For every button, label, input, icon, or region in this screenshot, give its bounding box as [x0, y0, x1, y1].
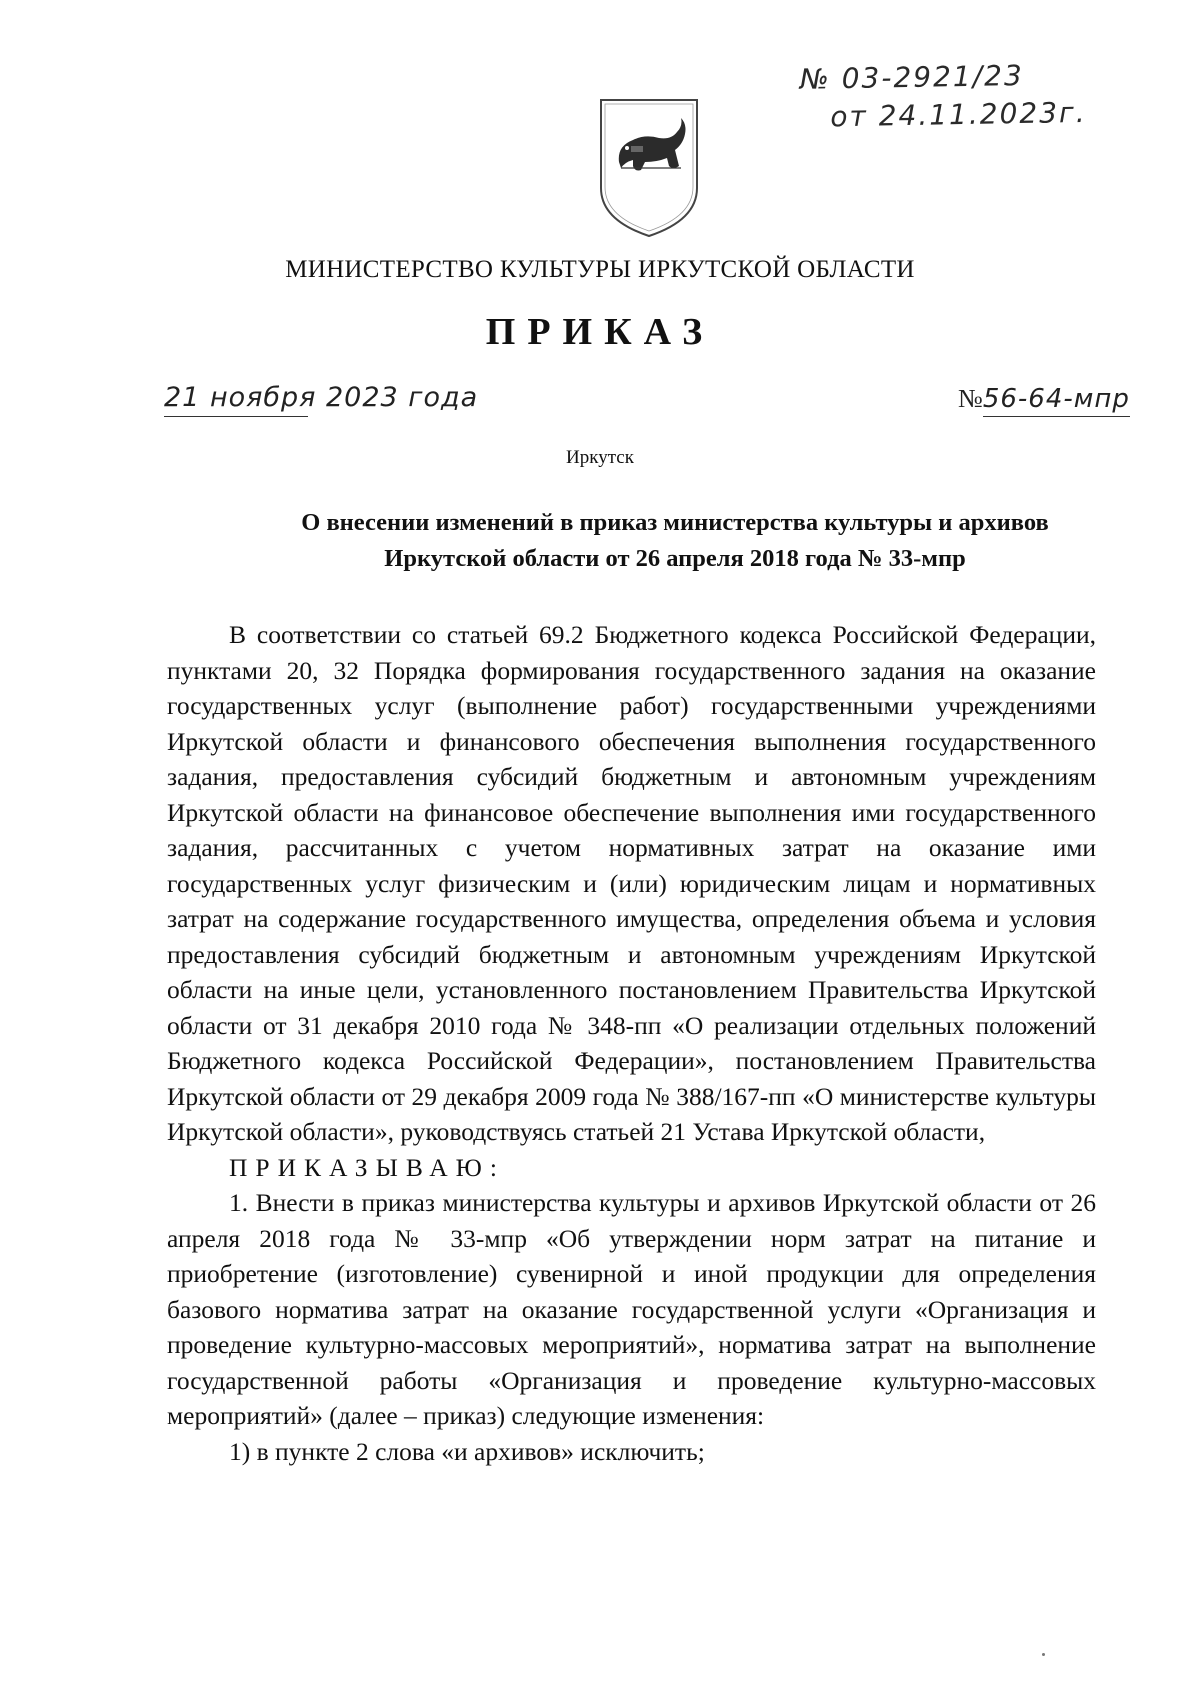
ministry-name: МИНИСТЕРСТВО КУЛЬТУРЫ ИРКУТСКОЙ ОБЛАСТИ [285, 256, 915, 283]
order-word: ПРИКАЗЫВАЮ: [229, 1152, 505, 1182]
document-type: ПРИКАЗ [485, 311, 715, 353]
registration-number: № 03-2921/23 [799, 58, 1025, 96]
irkutsk-coat-of-arms-icon [597, 96, 701, 240]
order-number-handwritten: 56-64-мпр [983, 384, 1130, 417]
order-number [958, 384, 1130, 414]
registration-date: от 24.11.2023г. [830, 95, 1087, 134]
title-line-1: О внесении изменений в приказ министерства культуры и архивов [301, 509, 1049, 536]
document-title [240, 505, 1110, 577]
order-number-prefix: № [958, 384, 983, 413]
order-date-handwritten: 21 ноября 2023 года [164, 382, 479, 413]
title-line-2: Иркутской области от 26 апреля 2018 года № 33-мпр [384, 545, 966, 572]
scan-speck [1042, 1653, 1045, 1656]
handwritten-registration-note [799, 55, 1130, 137]
preamble-paragraph: В соответствии со статьей 69.2 Бюджетного кодекса Российской Федерации, пунктами 20, 32 Порядка формирования государственного задания на оказание государственных услуг (выполнение работ) государственными учреждениями Иркутской области и финансового обеспечения выполнения государственного задания, предоставления субсидий бюджетным и автономным учреждениям Иркутской области на финансовое обеспечение выполнения ими государственного задания, рассчитанных с учетом нормативных затрат на оказание ими государственных услуг физическим и (или) юридическим лицам и нормативных затрат на содержание государственного имущества, определения объема и условия предоставления субсидий бюджетным и автономным учреждениям Иркутской области на иные цели, установленного постановлением Правительства Иркутской области от 31 декабря 2010 года № 348-пп «О реализации отдельных положений Бюджетного кодекса Российской Федерации», постановлением Правительства Иркутской области от 29 декабря 2009 года № 388/167-пп «О министерстве культуры Иркутской области», руководствуясь статьей 21 Устава Иркутской области, [167, 620, 1096, 1146]
item-1-subitem-1: 1) в пункте 2 слова «и архивов» исключить; [229, 1436, 705, 1466]
city: Иркутск [566, 447, 634, 468]
document-body [167, 617, 1096, 1469]
item-1-paragraph: 1. Внести в приказ министерства культуры и архивов Иркутской области от 26 апреля 2018 года № 33-мпр «Об утверждении норм затрат на питание и приобретение (изготовление) сувенирной и иной продукции для определения базового норматива затрат на оказание государственной услуги «Организация и проведение культурно-массовых мероприятий», норматива затрат на выполнение государственной работы «Организация и проведение культурно-массовых мероприятий» (далее – приказ) следующие изменения: [167, 1188, 1096, 1430]
